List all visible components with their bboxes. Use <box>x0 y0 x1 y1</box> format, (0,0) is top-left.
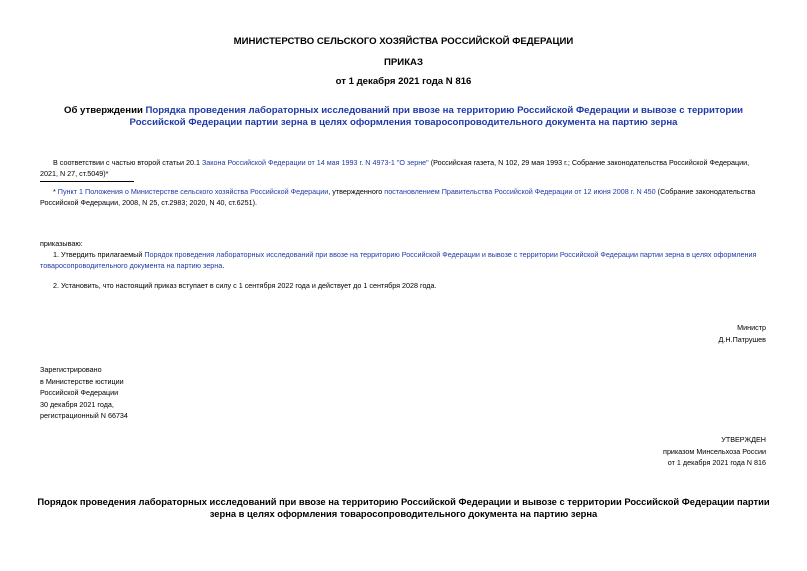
registration-line-1: Зарегистрировано <box>40 365 102 374</box>
order-item-1-suffix: . <box>222 261 225 271</box>
title-prefix: Об утверждении <box>64 105 146 116</box>
document-date: от 1 декабря 2021 года N 816 <box>335 76 472 87</box>
approved-block <box>663 434 766 469</box>
footnote-paragraph <box>40 186 768 209</box>
ministry-heading: МИНИСТЕРСТВО СЕЛЬСКОГО ХОЗЯЙСТВА РОССИЙСКОЙ ФЕДЕРАЦИИ <box>233 36 574 47</box>
footnote-divider <box>40 181 134 182</box>
registration-line-5: регистрационный N 66734 <box>40 411 128 420</box>
footnote-star: * <box>53 187 58 196</box>
preamble-text-2: (Российская газета, N 102, 29 мая 1993 г.; Собрание законодательства Российской Федерации, 2021, N 27, ст.5049)* <box>40 158 750 179</box>
approved-line-1: УТВЕРЖДЕН <box>721 435 766 444</box>
footnote-link-regulation[interactable]: Пункт 1 Положения о Министерстве сельского хозяйства Российской Федерации <box>57 187 329 196</box>
footnote-text-1: , утвержденного <box>328 187 385 196</box>
footnote-link-resolution[interactable]: постановлением Правительства Российской Федерации от 12 июня 2008 г. N 450 <box>384 187 656 196</box>
registration-line-4: 30 декабря 2021 года, <box>40 399 114 409</box>
document-title <box>40 105 767 129</box>
title-link-procedure[interactable]: Порядка проведения лабораторных исследований при ввозе на территорию Российской Федерации и вывозе с территории Российской Федерации партии зерна в целях оформления товаросопроводительного документа на партию зерна <box>129 105 743 128</box>
order-prikazyvayu: приказываю: <box>40 239 83 248</box>
order-item-1-prefix: 1. Утвердить прилагаемый <box>53 250 145 259</box>
preamble-text-1: В соответствии с частью второй статьи 20.1 <box>53 158 202 167</box>
approved-line-2: приказом Минсельхоза России <box>663 446 766 456</box>
signature-position: Министр <box>737 323 766 332</box>
document-type: ПРИКАЗ <box>384 57 423 68</box>
registration-line-2: в Министерстве юстиции <box>40 376 124 386</box>
order-item-1 <box>40 249 768 272</box>
procedure-title: Порядок проведения лабораторных исследований при ввозе на территорию Российской Федерации и вывозе с территории Российской Федерации партии зерна в целях оформления товаросопроводительного документа на партию зерна <box>37 496 770 519</box>
registration-block <box>40 364 128 422</box>
registration-line-3: Российской Федерации <box>40 388 119 397</box>
preamble-paragraph <box>40 157 768 180</box>
signature-name: Д.Н.Патрушев <box>718 334 766 344</box>
footnote-text-2: (Собрание законодательства Российской Федерации, 2008, N 25, ст.2983; 2020, N 40, ст.6251). <box>40 187 756 208</box>
approved-line-3: от 1 декабря 2021 года N 816 <box>667 458 766 467</box>
signature-block <box>719 322 766 345</box>
order-item-1-link-procedure[interactable]: Порядок проведения лабораторных исследований при ввозе на территорию Российской Федерации и вывозе с территории Российской Федерации партии зерна в целях оформления товаросопроводительного документа на партию зерна <box>40 250 757 271</box>
order-item-2: 2. Установить, что настоящий приказ вступает в силу с 1 сентября 2022 года и действует до 1 сентября 2028 года. <box>53 281 437 290</box>
preamble-link-law[interactable]: Закона Российской Федерации от 14 мая 1993 г. N 4973-1 "О зерне" <box>201 158 429 167</box>
